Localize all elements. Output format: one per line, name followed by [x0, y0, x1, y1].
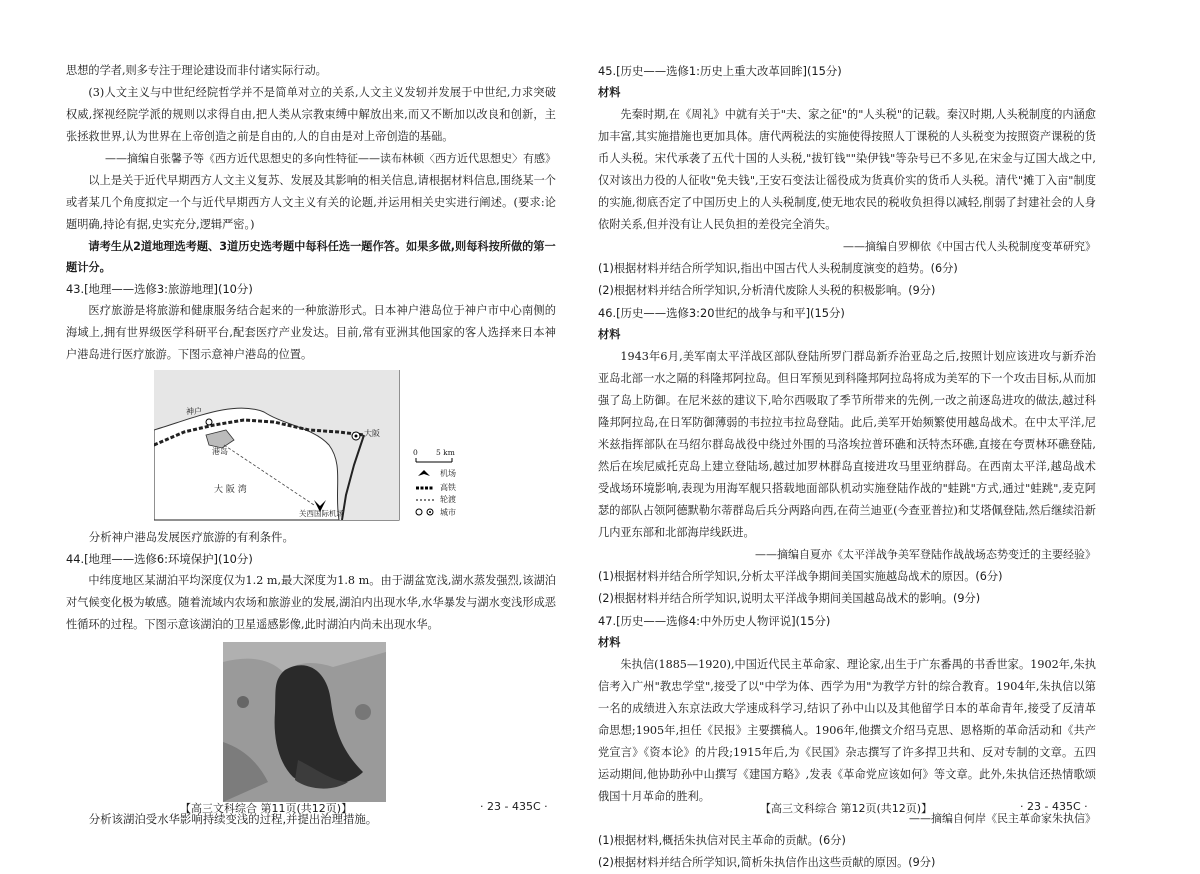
legend-city: 城市	[440, 508, 456, 517]
map-scale-5km: 5 km	[436, 448, 455, 457]
map-label-kobe: 神户	[186, 407, 202, 416]
left-footer-code: · 23 - 435C ·	[480, 800, 548, 813]
continued-paragraph: 思想的学者,则多专注于理论建设而非付诸实际行动。	[66, 64, 327, 77]
q44-task: 分析该湖泊受水华影响持续变浅的过程,并提出治理措施。	[88, 812, 378, 826]
material-source: ——摘编自张馨予等《西方近代思想史的多向性特征——读布林顿〈西方近代思想史〉有感》	[105, 152, 556, 165]
q44-text: 中纬度地区某湖泊平均深度仅为1.2 m,最大深度为1.8 m。由于湖盆宽浅,湖水蒸发强烈,该湖泊对气候变化极为敏感。随着流域内农场和旅游业的发展,湖泊内出现水华,水华暴发与湖水变浅形成恶性循环的过程。下图示意该湖泊的卫星遥感影像,此时湖泊内尚未出现水华。	[66, 574, 556, 631]
q46-material-text: 1943年6月,美军南太平洋战区部队登陆所罗门群岛新乔治亚岛之后,按照计划应该进攻与新乔治亚岛北部一水之隔的科隆邦阿拉岛。但日军预见到科隆邦阿拉岛将成为美军的下一个攻击目标,从而加强了岛上防御。在尼米兹的建议下,哈尔西吸取了季节所带来的先例,一改之前逐岛进攻的做法,越过科隆邦阿拉岛,在日军防御薄弱的韦拉拉韦拉岛登陆。此后,美军开始频繁使用越岛战术。在中太平洋,尼米兹指挥部队在马绍尔群岛战役中绕过外围的马洛埃拉普环礁和沃特杰环礁,直接在夸贾林环礁登陆,然后在埃尼威托克岛上建立登陆场,越过加罗林群岛直接进攻马里亚纳群岛。在西南太平洋,越岛战术受战场环境影响,表现为用海军舰只搭载地面部队机动实施登陆作战的"蛙跳"方式,通过"蛙跳",麦克阿瑟的部队占领阿德默勒尔蒂群岛后兵分两路向西,在荷兰迪亚(今查亚普拉)和艾塔佩登陆,然后继续沿新几内亚东部和北部海岸线跃进。	[598, 350, 1096, 539]
q43-heading: 43.[地理——选修3:旅游地理](10分)	[66, 282, 253, 296]
q45-material-text: 先秦时期,在《周礼》中就有关于"夫、家之征"的"人头税"的记载。秦汉时期,人头税制度的内涵愈加丰富,其实施措施也更加具体。唐代两税法的实施使得按照人丁课税的人头税变为按照资产课税的货币人头税。宋代承袭了五代十国的人头税,"拔钉钱""染伊钱"等杂号已不多见,在宋金与辽国大战之中,仅对该出力役的人征收"免夫钱",王安石变法让徭役成为货真价实的货币人头税。清代"摊丁入亩"制度的实施,彻底否定了中国历史上的人头税制度,使无地农民的税收负担得以减轻,削弱了封建社会的人身依附关系,但并没有让人民负担的差役完全消失。	[598, 108, 1096, 231]
left-footer-title: 【高三文科综合 第11页(共12页)】	[180, 802, 353, 815]
q46-subquestion-2: (2)根据材料并结合所学知识,说明太平洋战争期间美国越岛战术的影响。(9分)	[598, 592, 981, 605]
q46-heading: 46.[历史——选修3:20世纪的战争与和平](15分)	[598, 306, 845, 320]
q46-material-label: 材料	[598, 328, 621, 341]
q44-heading: 44.[地理——选修6:环境保护](10分)	[66, 552, 253, 566]
material-paragraph-3: (3)人文主义与中世纪经院哲学并不是简单对立的关系,人文主义发轫并发展于中世纪,力求突破权威,探视经院学派的规则以求得自由,把人类从宗教束缚中解放出来,而又不断加以改良和创新，主张拯救世界,认为世界在上帝创造之前是自由的,人的自由是对上帝创造的基础。	[66, 86, 556, 143]
right-footer-title: 【高三文科综合 第12页(共12页)】	[760, 802, 933, 815]
q45-subquestion-2: (2)根据材料并结合所学知识,分析清代废除人头税的积极影响。(9分)	[598, 284, 936, 297]
legend-ferry: 轮渡	[440, 495, 456, 504]
map-label-airport: 关西国际机场	[299, 509, 344, 518]
essay-prompt: 以上是关于近代早期西方人文主义复苏、发展及其影响的相关信息,请根据材料信息,围绕某一个或者某几个角度拟定一个与近代早期西方人文主义有关的论题,并运用相关史实进行阐述。(要求:论题明确,持论有据,史实充分,逻辑严密。)	[66, 174, 556, 231]
lake-satellite-image	[223, 642, 386, 802]
q47-material-label: 材料	[598, 636, 621, 649]
q46-source: ——摘编自夏亦《太平洋战争美军登陆作战战场态势变迁的主要经验》	[755, 548, 1096, 561]
kobe-city-marker	[206, 419, 212, 425]
map-label-osaka: 大阪	[364, 429, 380, 438]
q45-subquestion-1: (1)根据材料并结合所学知识,指出中国古代人头税制度演变的趋势。(6分)	[598, 262, 958, 275]
q47-material-text: 朱执信(1885—1920),中国近代民主革命家、理论家,出生于广东番禺的书香世家。1902年,朱执信考入广州"教忠学堂",接受了以"中学为体、西学为用"为教学方针的综合教育。1904年,朱执信以第一名的成绩进入东京法政大学速成科学习,结识了孙中山以及其他留学日本的革命青年,接受了反清革命思想;1905年,担任《民报》主要撰稿人。1906年,他撰文介绍马克思、恩格斯的革命活动和《共产党宣言》《资本论》的片段;1915年后,为《民国》杂志撰写了许多捍卫共和、反对专制的文章。五四运动期间,他协助孙中山撰写《建国方略》,发表《革命党应该如何》等文章。此外,朱执信还热情歌颂俄国十月革命的胜利。	[598, 658, 1096, 803]
q43-task: 分析神户港岛发展医疗旅游的有利条件。	[88, 530, 294, 544]
right-footer-code: · 23 - 435C ·	[1020, 800, 1088, 813]
q46-subquestion-1: (1)根据材料并结合所学知识,分析太平洋战争期间美国实施越岛战术的原因。(6分)	[598, 570, 1003, 583]
q43-text: 医疗旅游是将旅游和健康服务结合起来的一种旅游形式。日本神户港岛位于神户市中心南侧的海域上,拥有世界级医学科研平台,配套医疗产业发达。目前,常有亚洲其他国家的客人选择来日本神户港岛进行医疗旅游。下图示意神户港岛的位置。	[66, 304, 556, 361]
left-page-column	[66, 60, 556, 830]
map-label-bay: 大 阪 湾	[214, 485, 247, 495]
q45-material-label: 材料	[598, 86, 621, 99]
right-page-column	[598, 60, 1096, 874]
legend-airport: 机场	[440, 469, 456, 478]
legend-rail: 高铁	[440, 483, 456, 492]
q45-heading: 45.[历史——选修1:历史上重大改革回眸](15分)	[598, 64, 842, 78]
q45-source: ——摘编自罗柳依《中国古代人头税制度变革研究》	[843, 240, 1096, 253]
q47-subquestion-2: (2)根据材料并结合所学知识,简析朱执信作出这些贡献的原因。(9分)	[598, 856, 936, 869]
elective-notice: 请考生从2道地理选考题、3道历史选考题中每科任选一题作答。如果多做,则每科按所做的第一题计分。	[66, 240, 556, 274]
q47-subquestion-1: (1)根据材料,概括朱执信对民主革命的贡献。(6分)	[598, 834, 846, 847]
map-scale-zero: 0	[413, 448, 418, 457]
map-label-island: 港岛	[212, 447, 228, 456]
kobe-port-island-map	[154, 370, 534, 522]
q47-heading: 47.[历史——选修4:中外历史人物评说](15分)	[598, 614, 831, 628]
q47-source: ——摘编自何岸《民主革命家朱执信》	[909, 812, 1096, 825]
